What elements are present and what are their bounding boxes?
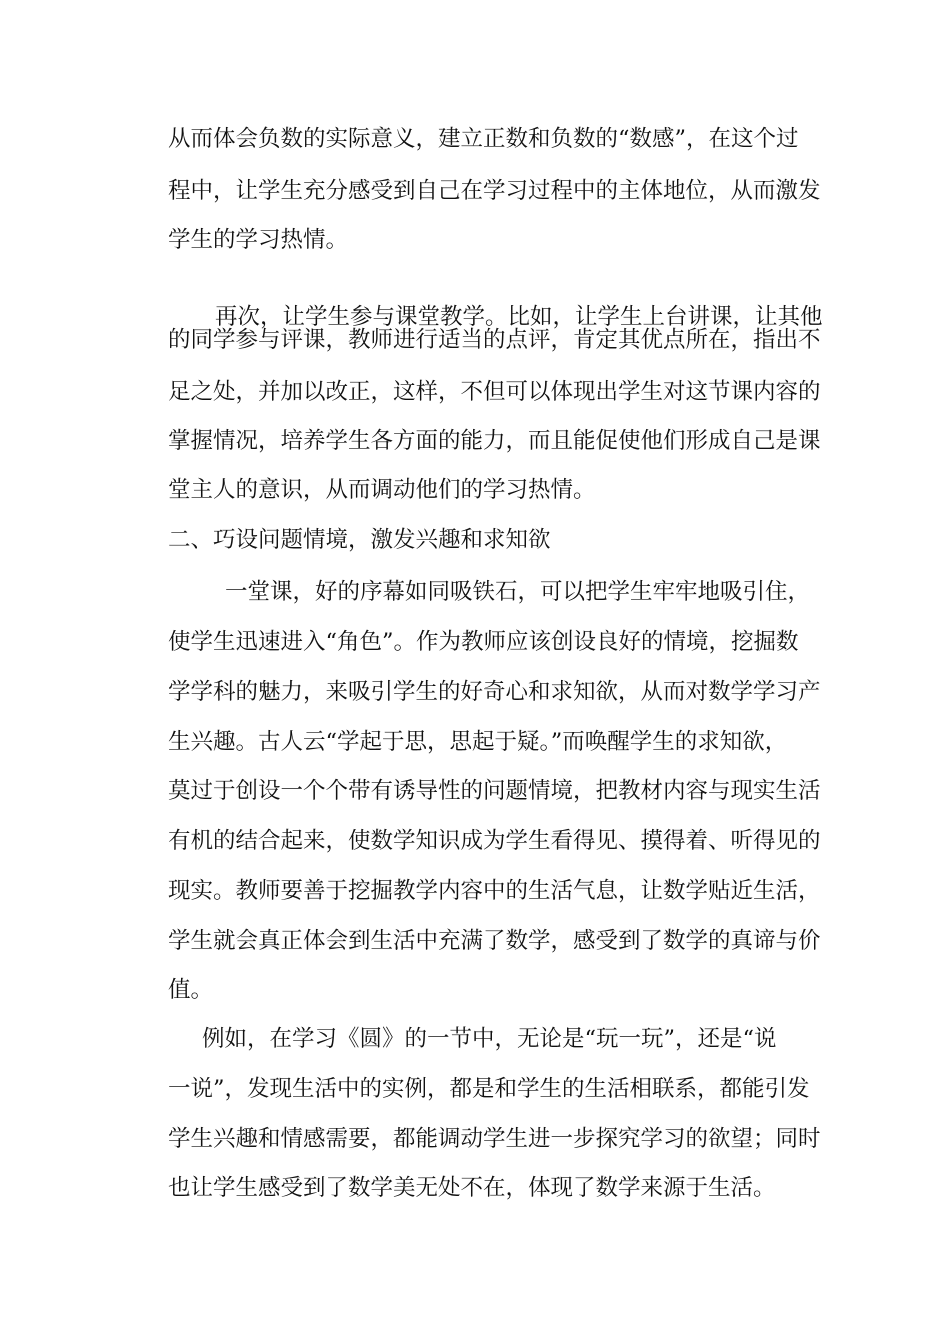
text-line: 掌握情况，培养学生各方面的能力，而且能促使他们形成自己是课: [168, 428, 821, 454]
text-line: 使学生迅速进入“角色”。作为教师应该创设良好的情境，挖掘数: [168, 629, 799, 655]
text-line: 堂主人的意识，从而调动他们的学习热情。: [168, 477, 596, 503]
text-line: 一说”，发现生活中的实例，都是和学生的生活相联系，都能引发: [168, 1076, 810, 1102]
text-line: 学生的学习热情。: [168, 227, 349, 253]
text-line: 例如，在学习《圆》的一节中，无论是“玩一玩”，还是“说: [202, 1026, 777, 1052]
text-line: 程中，让学生充分感受到自己在学习过程中的主体地位，从而激发: [168, 178, 821, 204]
text-line: 学生兴趣和情感需要，都能调动学生进一步探究学习的欲望；同时: [168, 1126, 821, 1152]
text-line: 值。: [168, 977, 214, 1003]
text-line: 学生就会真正体会到生活中充满了数学，感受到了数学的真谛与价: [168, 928, 821, 954]
text-line: 生兴趣。古人云“学起于思，思起于疑。”而唤醒学生的求知欲，: [168, 729, 788, 755]
text-line: 学学科的魅力，来吸引学生的好奇心和求知欲，从而对数学学习产: [168, 679, 821, 705]
text-line: 再次，让学生参与课堂教学。比如，让学生上台讲课，让其他: [215, 304, 823, 330]
text-line: 也让学生感受到了数学美无处不在，体现了数学来源于生活。: [168, 1175, 776, 1201]
text-line: 从而体会负数的实际意义，建立正数和负数的“数感”，在这个过: [168, 126, 799, 152]
text-line: 足之处，并加以改正，这样，不但可以体现出学生对这节课内容的: [168, 379, 821, 405]
text-line: 的同学参与评课，教师进行适当的点评，肯定其优点所在，指出不: [168, 327, 821, 353]
text-line: 莫过于创设一个个带有诱导性的问题情境，把教材内容与现实生活: [168, 778, 821, 804]
text-line: 现实。教师要善于挖掘教学内容中的生活气息，让数学贴近生活，: [168, 878, 821, 904]
section-heading: 二、巧设问题情境，激发兴趣和求知欲: [168, 527, 551, 553]
text-line: 有机的结合起来，使数学知识成为学生看得见、摸得着、听得见的: [168, 828, 821, 854]
text-line: 一堂课，好的序幕如同吸铁石，可以把学生牢牢地吸引住，: [225, 579, 811, 605]
